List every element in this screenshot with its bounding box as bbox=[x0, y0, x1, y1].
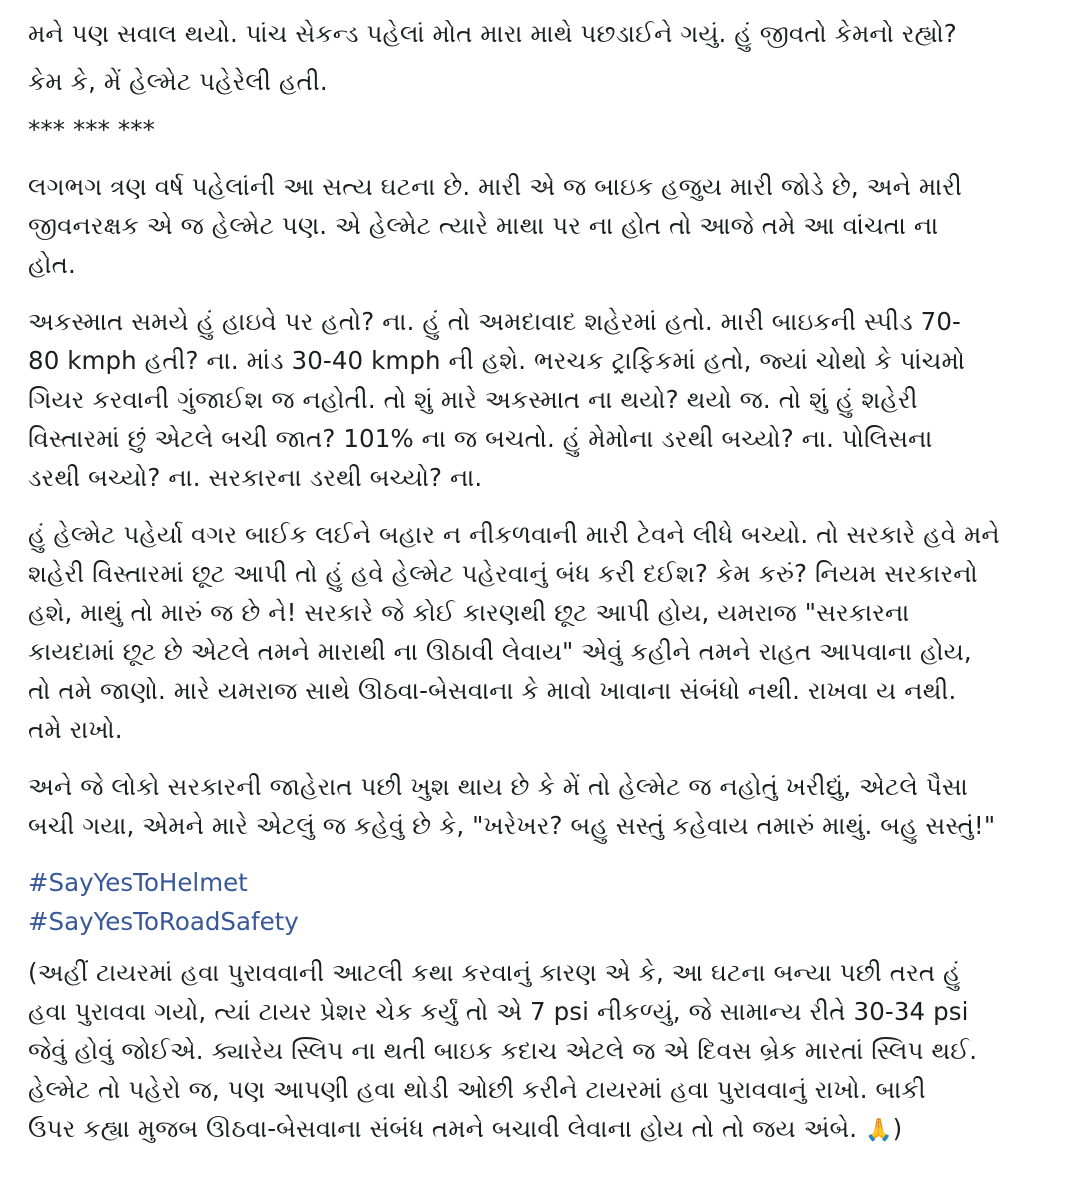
hashtag-list bbox=[28, 863, 1058, 941]
text-line: અકસ્માત સમયે હું હાઇવે પર હતો? ના. હું તો અમદાવાદ શહેરમાં હતો. મારી બાઇકની સ્પીડ 70- bbox=[28, 307, 961, 336]
text-line: ગિયર કરવાની ગુંજાઈશ જ નહોતી. તો શું મારે અકસ્માત ના થયો? થયો જ. તો શું હું શહેરી bbox=[28, 385, 918, 414]
text-line: જેવું હોવું જોઈએ. ક્યારેય સ્લિપ ના થતી બાઇક કદાચ એટલે જ એ દિવસ બ્રેક મારતાં સ્લિપ થઈ. bbox=[28, 1036, 978, 1065]
separator bbox=[28, 110, 1058, 149]
intro-line-2 bbox=[28, 62, 1058, 101]
text-line: તો તમે જાણો. મારે યમરાજ સાથે ઊઠવા-બેસવાના કે માવો ખાવાના સંબંધો નથી. રાખવા ય નથી. bbox=[28, 676, 957, 705]
hashtag-say-yes-to-road-safety[interactable]: #SayYesToRoadSafety bbox=[28, 907, 299, 936]
text-line-last bbox=[28, 1109, 1058, 1150]
text-line: 80 kmph હતી? ના. માંડ 30-40 kmph ની હશે. ભરચક ટ્રાફિકમાં હતો, જ્યાં ચોથો કે પાંચમો bbox=[28, 346, 965, 375]
text-line: તમે રાખો. bbox=[28, 715, 123, 744]
paragraph-story bbox=[28, 167, 1058, 284]
text-line: હોત. bbox=[28, 250, 76, 279]
text-line: કેમ કે, મેં હેલ્મેટ પહેરેલી હતી. bbox=[28, 67, 328, 96]
text-line: કાયદામાં છૂટ છે એટલે તમને મારાથી ના ઊઠાવી લેવાય" એવું કહીને તમને રાહત આપવાના હોય, bbox=[28, 637, 972, 666]
text-line: બચી ગયા, એમને મારે એટલું જ કહેવું છે કે, "ખરેખર? બહુ સસ્તું કહેવાય તમારું માથું. બહુ સસ્તું!" bbox=[28, 811, 996, 840]
text-line: હેલ્મેટ તો પહેરો જ, પણ આપણી હવા થોડી ઓછી કરીને ટાયરમાં હવા પુરાવવાનું રાખો. બાકી bbox=[28, 1075, 926, 1104]
text-line: (અહીં ટાયરમાં હવા પુરાવવાની આટલી કથા કરવાનું કારણ એ કે, આ ઘટના બન્યા પછી તરત હું bbox=[28, 958, 961, 987]
text-line: હું હેલ્મેટ પહેર્યા વગર બાઈક લઈને બહાર ન નીકળવાની મારી ટેવને લીધે બચ્યો. તો સરકારે હવે મને bbox=[28, 520, 1000, 549]
intro-line-1 bbox=[28, 14, 1058, 53]
hashtag-say-yes-to-helmet[interactable]: #SayYesToHelmet bbox=[28, 868, 248, 897]
paragraph-tyre-note bbox=[28, 953, 1058, 1150]
text-line: જીવનરક્ષક એ જ હેલ્મેટ પણ. એ હેલ્મેટ ત્યારે માથા પર ના હોત તો આજે તમે આ વાંચતા ના bbox=[28, 211, 939, 240]
closing-paren: ) bbox=[892, 1114, 903, 1143]
text-line: મને પણ સવાલ થયો. પાંચ સેકન્ડ પહેલાં મોત મારા માથે પછડાઈને ગયું. હું જીવતો કેમનો રહ્યો? bbox=[28, 19, 957, 48]
text-segment: ઉપર કહ્યા મુજબ ઊઠવા-બેસવાના સંબંધ તમને બચાવી લેવાના હોય તો તો જય અંબે. bbox=[28, 1114, 866, 1143]
separator-text: *** *** *** bbox=[28, 115, 155, 144]
text-line: શહેરી વિસ્તારમાં છૂટ આપી તો હું હવે હેલ્મેટ પહેરવાનું બંધ કરી દઈશ? કેમ કરું? નિયમ સરકારનો bbox=[28, 559, 978, 588]
folded-hands-emoji-icon: 🙏 bbox=[865, 1118, 893, 1143]
text-line: હવા પુરાવવા ગયો, ત્યાં ટાયર પ્રેશર ચેક કર્યું તો એ 7 psi નીકળ્યું, જે સામાન્ય રીતે 30-34 psi bbox=[28, 997, 969, 1026]
text-line: ડરથી બચ્યો? ના. સરકારના ડરથી બચ્યો? ના. bbox=[28, 463, 483, 492]
text-line: વિસ્તારમાં છું એટલે બચી જાત? 101% ના જ બચતો. હું મેમોના ડરથી બચ્યો? ના. પોલિસના bbox=[28, 424, 933, 453]
text-line: અને જે લોકો સરકારની જાહેરાત પછી ખુશ થાય છે કે મેં તો હેલ્મેટ જ નહોતું ખરીદ્યું, એટલે પૈસા bbox=[28, 772, 968, 801]
text-line: હશે, માથું તો મારું જ છે ને! સરકારે જે કોઈ કારણથી છૂટ આપી હોય, યમરાજ "સરકારના bbox=[28, 598, 910, 627]
paragraph-cheap-head bbox=[28, 767, 1058, 845]
paragraph-accident bbox=[28, 302, 1058, 497]
text-line: લગભગ ત્રણ વર્ષ પહેલાંની આ સત્ય ઘટના છે. મારી એ જ બાઇક હજુય મારી જોડે છે, અને મારી bbox=[28, 172, 963, 201]
paragraph-habit bbox=[28, 515, 1058, 749]
